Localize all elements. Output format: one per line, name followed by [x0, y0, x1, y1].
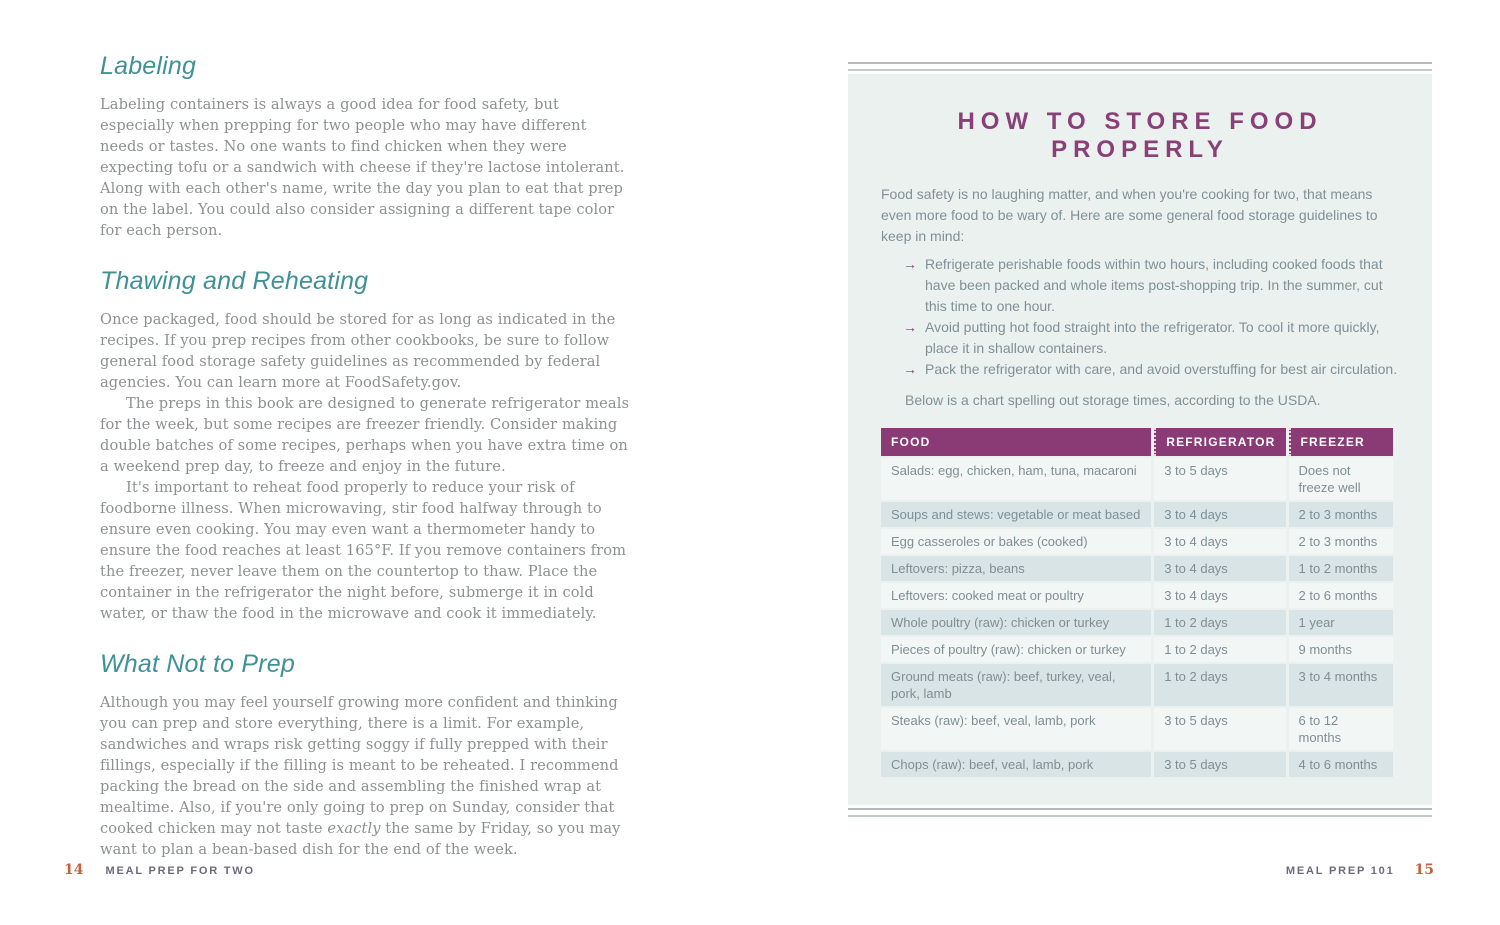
box-intro: Food safety is no laughing matter, and when you're cooking for two, that means even more food to be wary of. Here are some general food storage guidelines to keep in mind: [881, 186, 1378, 244]
freezer-cell: 9 months [1289, 637, 1394, 662]
freezer-cell: 6 to 12 months [1289, 708, 1394, 750]
table-row [881, 610, 1393, 635]
paragraph-text-italic: exactly [327, 820, 381, 837]
bullet-text: Pack the refrigerator with care, and avoid overstuffing for best air circulation. [925, 361, 1398, 377]
food-cell: Ground meats (raw): beef, turkey, veal, pork, lamb [881, 664, 1151, 706]
left-page-text-column [100, 52, 632, 860]
page-number: 15 [1414, 862, 1434, 878]
table-row [881, 664, 1393, 706]
food-cell: Steaks (raw): beef, veal, lamb, pork [881, 708, 1151, 750]
bullet-text: Avoid putting hot food straight into the refrigerator. To cool it more quickly, place it in shallow containers. [925, 319, 1380, 356]
left-page-footer [64, 862, 255, 878]
table-row [881, 556, 1393, 581]
section-what-not-to-prep [100, 650, 632, 860]
refrigerator-cell: 1 to 2 days [1154, 610, 1285, 635]
guidelines-bullet-list [903, 254, 1399, 380]
section-heading-what-not-to-prep: What Not to Prep [100, 650, 295, 678]
book-title: MEAL PREP FOR TWO [105, 865, 255, 877]
paragraph: Once packaged, food should be stored for as long as indicated in the recipes. If you prep recipes from other cookbooks, be sure to follow general food storage safety guidelines as recommended by federal agencies. You can learn more at FoodSafety.gov. [100, 311, 616, 391]
table-row [881, 502, 1393, 527]
freezer-cell: 2 to 3 months [1289, 529, 1394, 554]
paragraph: Labeling containers is always a good idea for food safety, but especially when prepping for two people who may have different needs or tastes. No one wants to find chicken when they were expecting tofu or a sandwich with cheese if they're lactose intolerant. Along with each other's name, write the day you plan to eat that prep on the label. You could also consider assigning a different tape color for each person. [100, 96, 625, 239]
table-row [881, 637, 1393, 662]
refrigerator-cell: 3 to 5 days [1154, 458, 1285, 500]
freezer-cell: 2 to 3 months [1289, 502, 1394, 527]
table-row [881, 529, 1393, 554]
paragraph-text-pre: Although you may feel yourself growing more confident and thinking you can prep and store everything, there is a limit. For example, sandwiches and wraps risk getting soggy if fully prepped with their fillings, especially if the filling is meant to be reheated. I recommend packing the bread on the side and assembling the finished wrap at mealtime. Also, if you're only going to prep on Sunday, consider that cooked chicken may not taste [100, 694, 619, 837]
right-page-sidebar [848, 62, 1432, 817]
page-number: 14 [64, 862, 84, 878]
list-item [903, 317, 1399, 359]
paragraph [100, 692, 632, 860]
header-cell-freezer: FREEZER [1289, 428, 1394, 456]
top-double-rule [848, 62, 1432, 71]
table-row [881, 708, 1393, 750]
freezer-cell: 1 year [1289, 610, 1394, 635]
chart-note: Below is a chart spelling out storage times, according to the USDA. [905, 392, 1321, 408]
list-item [903, 359, 1399, 380]
arrow-icon: → [903, 319, 917, 335]
refrigerator-cell: 3 to 4 days [1154, 502, 1285, 527]
section-thawing-and-reheating [100, 267, 632, 624]
table-row [881, 583, 1393, 608]
arrow-icon: → [903, 256, 917, 272]
refrigerator-cell: 3 to 5 days [1154, 752, 1285, 777]
bullet-text: Refrigerate perishable foods within two hours, including cooked foods that have been packed and whole items post-shopping trip. In the summer, cut this time to one hour. [925, 256, 1383, 314]
freezer-cell: 1 to 2 months [1289, 556, 1394, 581]
section-heading-labeling: Labeling [100, 52, 197, 80]
freezer-cell: Does not freeze well [1289, 458, 1394, 500]
food-cell: Soups and stews: vegetable or meat based [881, 502, 1151, 527]
storage-times-table [878, 426, 1396, 779]
table-row [881, 752, 1393, 777]
paragraph-text-post: the same by Friday, so you may want to plan a bean-based dish for the end of the week. [100, 820, 621, 858]
box-title: HOW TO STORE FOOD PROPERLY [957, 108, 1323, 163]
food-cell: Egg casseroles or bakes (cooked) [881, 529, 1151, 554]
refrigerator-cell: 1 to 2 days [1154, 637, 1285, 662]
food-cell: Leftovers: pizza, beans [881, 556, 1151, 581]
header-cell-food: FOOD [881, 428, 1151, 456]
refrigerator-cell: 3 to 4 days [1154, 583, 1285, 608]
right-page-footer [1286, 862, 1434, 878]
refrigerator-cell: 3 to 4 days [1154, 529, 1285, 554]
storage-info-box [848, 74, 1432, 805]
bottom-double-rule [848, 808, 1432, 817]
table-row [881, 458, 1393, 500]
paragraph: It's important to reheat food properly to reduce your risk of foodborne illness. When microwaving, stir food halfway through to ensure even cooking. You may even want a thermometer handy to ensure the food reaches at least 165°F. If you remove containers from the freezer, never leave them on the countertop to thaw. Place the container in the refrigerator the night before, submerge it in cold water, or thaw the food in the microwave and cook it immediately. [100, 479, 627, 622]
refrigerator-cell: 3 to 4 days [1154, 556, 1285, 581]
food-cell: Salads: egg, chicken, ham, tuna, macaroni [881, 458, 1151, 500]
arrow-icon: → [903, 361, 917, 377]
refrigerator-cell: 3 to 5 days [1154, 708, 1285, 750]
chapter-title: MEAL PREP 101 [1285, 865, 1395, 877]
food-cell: Whole poultry (raw): chicken or turkey [881, 610, 1151, 635]
table-header-row [881, 428, 1393, 456]
food-cell: Chops (raw): beef, veal, lamb, pork [881, 752, 1151, 777]
food-cell: Leftovers: cooked meat or poultry [881, 583, 1151, 608]
freezer-cell: 2 to 6 months [1289, 583, 1394, 608]
header-cell-refrigerator: REFRIGERATOR [1154, 428, 1285, 456]
paragraph: The preps in this book are designed to generate refrigerator meals for the week, but some recipes are freezer friendly. Consider making double batches of some recipes, perhaps when you have extra time on a weekend prep day, to freeze and enjoy in the future. [100, 395, 630, 475]
list-item [903, 254, 1399, 317]
section-heading-thawing: Thawing and Reheating [100, 267, 369, 295]
refrigerator-cell: 1 to 2 days [1154, 664, 1285, 706]
section-labeling [100, 52, 632, 241]
freezer-cell: 4 to 6 months [1289, 752, 1394, 777]
food-cell: Pieces of poultry (raw): chicken or turkey [881, 637, 1151, 662]
freezer-cell: 3 to 4 months [1289, 664, 1394, 706]
